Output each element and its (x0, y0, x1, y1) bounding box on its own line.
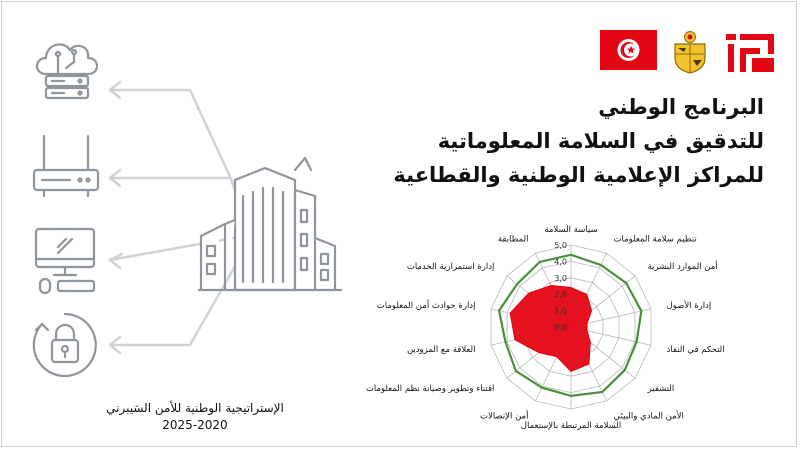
radar-axis-label: إدارة حوادث أمن المعلومات (376, 301, 476, 312)
desktop-computer-icon (28, 225, 104, 297)
tunisia-flag-icon (600, 30, 657, 70)
program-title (204, 90, 764, 192)
strategy-label: الإستراتيجية الوطنية للأمن السَيبرني (106, 401, 284, 415)
coat-of-arms-icon (672, 30, 708, 74)
title-line-2: للتدقيق في السلامة المعلوماتية (437, 129, 764, 153)
radar-axis-label: السلامة المرتبطة بالإستعمال (520, 421, 622, 431)
brand-logo-icon (726, 32, 774, 74)
radar-tick-label: 2,0 (554, 290, 567, 300)
radar-axis-label: التشفير (647, 384, 675, 395)
title-line-3: للمراكز الإعلامية الوطنية والقطاعية (393, 163, 764, 187)
radar-tick-label: 3,0 (554, 273, 567, 283)
radar-axis-label: إدارة استمرارية الخدمات (406, 261, 495, 272)
radar-axis-label: العلاقة مع المزودين (406, 344, 476, 355)
radar-series-area (510, 286, 591, 372)
radar-tick-label: 0,0 (554, 323, 567, 332)
padlock-icon (30, 310, 100, 380)
router-icon (30, 130, 102, 200)
radar-tick-label: 4,0 (554, 257, 567, 267)
radar-axis-label: أمن الموارد البشرية (647, 261, 718, 272)
title-line-1: البرنامج الوطني (598, 95, 764, 119)
strategy-years: 2025-2020 (162, 418, 228, 432)
cloud-server-icon (28, 30, 104, 102)
radar-tick-label: 5,0 (554, 241, 567, 250)
radar-axis-label: اقتناء وتطوير وصيانة نظم المعلومات (365, 384, 495, 395)
strategy-caption (100, 400, 290, 434)
radar-axis-label: التحكم في النفاذ (666, 344, 725, 355)
radar-tick-label: 1,0 (554, 306, 567, 316)
radar-axis-label: إدارة الأصول (666, 301, 712, 312)
radar-axis-label: سياسة السلامة (544, 225, 598, 235)
radar-axis-label: المطابقة (497, 234, 529, 245)
logos-bar (600, 30, 780, 75)
radar-chart (360, 210, 760, 442)
radar-axis-label: تنظيم سلامة المعلومات (613, 234, 697, 245)
radar-axis-label: أمن الإتصالات (479, 411, 529, 422)
radar-axis-label: الأمن المادي والبيئي (613, 411, 684, 422)
